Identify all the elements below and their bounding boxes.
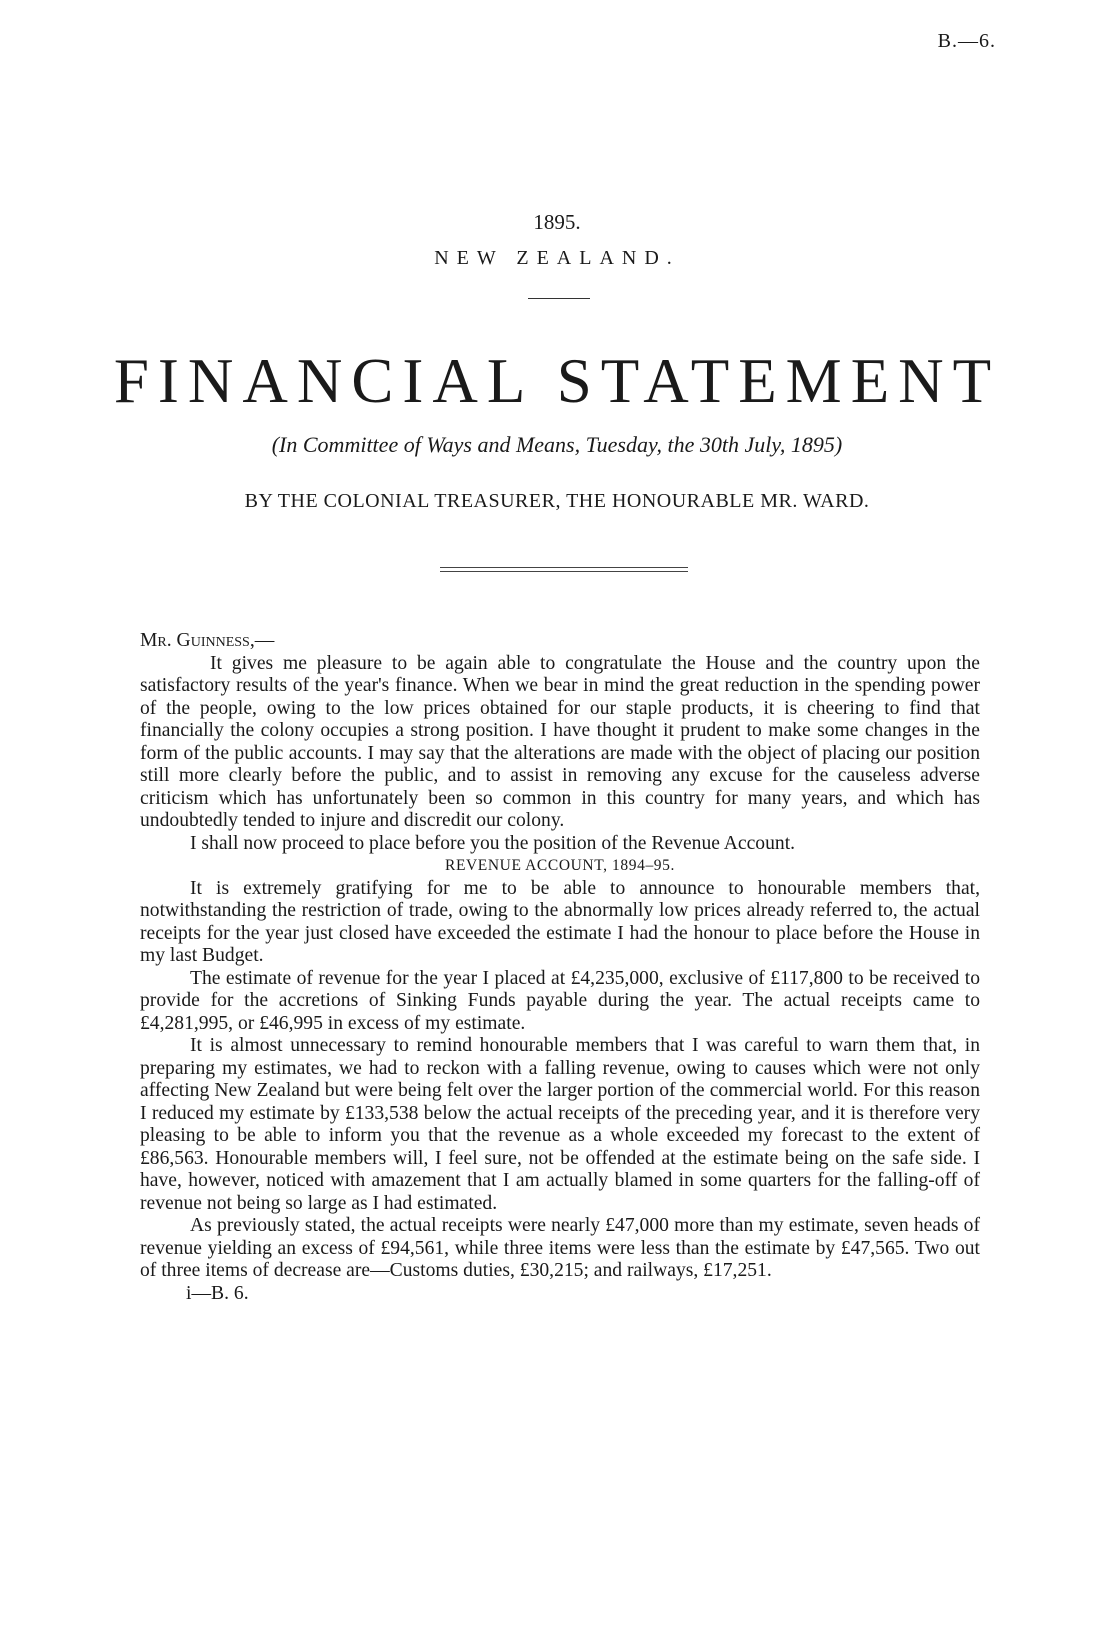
page-title: FINANCIAL STATEMENT	[113, 346, 1001, 416]
paragraph-receipts: It is extremely gratifying for me to be able to announce to honourable members that, notwithstanding the restriction of trade, owing to the abnormally low prices already referred to, the actual receipts for the year just closed have exceeded the estimate I had the honour to place before the House in my last Budget.	[140, 877, 980, 966]
section-heading: REVENUE ACCOUNT, 1894–95.	[445, 857, 675, 874]
document-year: 1895.	[533, 210, 581, 234]
double-divider	[440, 567, 688, 572]
paragraph-falling-revenue: It is almost unnecessary to remind honourable members that I was careful to warn them that, in preparing my estimates, we had to reckon with a falling revenue, owing to causes which were not only affecting New Zealand but were being felt over the larger portion of the commercial world. For this reason I reduced my estimate by £133,538 below the actual receipts of the preceding year, and it is therefore very pleasing to be able to inform you that the revenue as a whole exceeded my forecast to the extent of £86,563. Honourable members will, I feel sure, not be offended at the estimate being on the safe side. I have, however, noticed with amazement that I am actually blamed in some quarters for the falling-off of revenue not being so large as I had estimated.	[140, 1035, 980, 1214]
paragraph-decrease: As previously stated, the actual receipts were nearly £47,000 more than my estimate, seven heads of revenue yielding an excess of £94,561, while three items were less than the estimate by £47,565. Two out of three items of decrease are—Customs duties, £30,215; and railways, £17,251.	[140, 1215, 980, 1281]
body-text	[140, 630, 980, 1305]
paragraph-estimate: The estimate of revenue for the year I placed at £4,235,000, exclusive of £117,800 to be received to provide for the accretions of Sinking Funds payable during the year. The actual receipts came to £4,281,995, or £46,995 in excess of my estimate.	[140, 967, 980, 1034]
title-divider	[528, 298, 590, 299]
footer-reference: i—B. 6.	[186, 1282, 249, 1304]
document-country: NEW ZEALAND.	[434, 247, 680, 269]
author-byline: BY THE COLONIAL TREASURER, THE HONOURABLE MR. WARD.	[244, 490, 870, 512]
paragraph-intro: It gives me pleasure to be again able to congratulate the House and the country upon the satisfactory results of the year's finance. When we bear in mind the great reduction in the spending power of the people, owing to the low prices obtained for our staple products, it is cheering to find that financially the colony occupies a strong position. I have thought it prudent to make some changes in the form of the public accounts. I may say that the alterations are made with the object of placing our position still more clearly before the public, and to assist in removing any excuse for the causeless adverse criticism which has unfortunately been so common in this country for many years, and which has undoubtedly tended to injure and discredit our colony.	[140, 652, 980, 831]
page-reference: B.—6.	[937, 30, 996, 52]
salutation: Mr. Guinness,—	[140, 630, 275, 651]
paragraph-transition: I shall now proceed to place before you the position of the Revenue Account.	[190, 832, 796, 854]
page-subtitle: (In Committee of Ways and Means, Tuesday, the 30th July, 1895)	[271, 432, 843, 457]
